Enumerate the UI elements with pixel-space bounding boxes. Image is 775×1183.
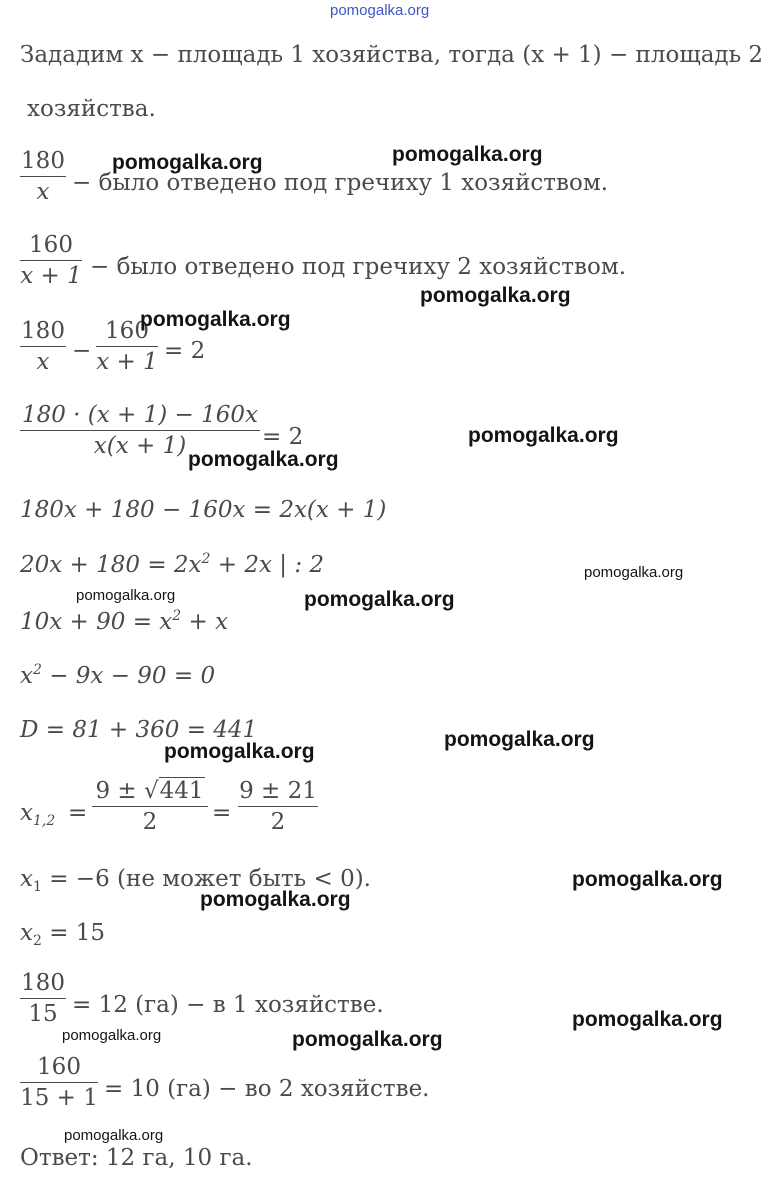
buckwheat-1-text: − было отведено под гречиху 1 хозяйством. (72, 170, 609, 196)
result-2-text: = 10 (га) − во 2 хозяйстве. (104, 1076, 430, 1102)
fraction-denominator: 2 (238, 806, 318, 837)
fraction-denominator: x + 1 (20, 260, 82, 291)
watermark: pomogalka.org (468, 424, 619, 447)
eq1-minus: − (72, 338, 92, 364)
eq9-x: x (20, 866, 33, 892)
fraction-numerator: 180 · (x + 1) − 160x (21, 402, 259, 428)
fraction-denominator: x + 1 (96, 346, 158, 377)
eq2-rhs: = 2 (262, 424, 304, 450)
buckwheat-2-text: − было отведено под гречиху 2 хозяйством. (90, 254, 627, 280)
fraction-160-x1 (20, 230, 82, 291)
watermark: pomogalka.org (420, 284, 571, 307)
answer: Ответ: 12 га, 10 га. (20, 1145, 253, 1171)
eq7-discriminant: D = 81 + 360 = 441 (20, 717, 258, 743)
watermark: pomogalka.org (292, 1028, 443, 1051)
eq4 (20, 551, 324, 578)
watermark: pomogalka.org (140, 308, 291, 331)
fraction-denominator: x (20, 176, 66, 207)
eq6-a: x (20, 663, 33, 689)
watermark: pomogalka.org (188, 448, 339, 471)
eq8-pre: 9 ± (95, 778, 144, 804)
eq1-fraction-a (20, 316, 66, 377)
watermark: pomogalka.org (392, 143, 543, 166)
eq9-sub: 1 (32, 879, 42, 895)
watermark: pomogalka.org (304, 588, 455, 611)
fraction-numerator: 160 (37, 1054, 81, 1080)
eq6 (20, 662, 215, 689)
watermark: pomogalka.org (62, 1027, 162, 1044)
eq5-exp: 2 (172, 608, 182, 624)
fraction-numerator: 9 ± 21 (239, 778, 317, 804)
fraction-denominator: x(x + 1) (20, 430, 260, 461)
result-2-fraction (20, 1052, 98, 1113)
fraction-denominator: x (20, 346, 66, 377)
sqrt-radicand: 441 (159, 778, 204, 804)
intro-line: Зададим x − площадь 1 хозяйства, тогда (x + 1) − площадь 2 (20, 42, 764, 68)
watermark-top: pomogalka.org (330, 2, 430, 19)
fraction-denominator: 15 + 1 (20, 1082, 98, 1113)
eq10-x: x (20, 920, 33, 946)
watermark: pomogalka.org (112, 151, 263, 174)
eq8-equals: = (68, 800, 88, 826)
fraction-numerator: 180 (21, 148, 65, 174)
eq4-a: 20x + 180 = 2x (20, 552, 202, 578)
eq9-rhs: = −6 (не может быть < 0). (41, 866, 371, 892)
watermark: pomogalka.org (64, 1127, 164, 1144)
eq5-a: 10x + 90 = x (20, 609, 173, 635)
eq8-x: x (20, 800, 33, 826)
watermark: pomogalka.org (164, 740, 315, 763)
eq10-rhs: = 15 (41, 920, 106, 946)
result-1-text: = 12 (га) − в 1 хозяйстве. (72, 992, 384, 1018)
result-1-fraction (20, 968, 66, 1029)
eq4-b: + 2x | : 2 (210, 552, 325, 578)
eq5 (20, 608, 228, 635)
eq8-fraction-a (92, 776, 208, 837)
fraction-numerator: 180 (21, 970, 65, 996)
intro-line-cont: хозяйства. (27, 96, 156, 122)
eq5-b: + x (181, 609, 229, 635)
eq3: 180x + 180 − 160x = 2x(x + 1) (20, 497, 387, 523)
eq8-equals-2: = (212, 800, 232, 826)
fraction-denominator: 15 (20, 998, 66, 1029)
fraction-numerator: 160 (29, 232, 73, 258)
watermark: pomogalka.org (444, 728, 595, 751)
fraction-denominator: 2 (92, 806, 208, 837)
eq6-exp: 2 (32, 662, 42, 678)
eq1-rhs: = 2 (164, 338, 206, 364)
sqrt-icon: √ (143, 778, 159, 804)
watermark: pomogalka.org (572, 868, 723, 891)
watermark: pomogalka.org (76, 587, 176, 604)
eq6-b: − 9x − 90 = 0 (41, 663, 216, 689)
watermark: pomogalka.org (200, 888, 351, 911)
eq10 (20, 920, 105, 949)
fraction-numerator: 180 (21, 318, 65, 344)
watermark: pomogalka.org (572, 1008, 723, 1031)
fraction-numerator (92, 776, 208, 806)
eq8-fraction-b (238, 776, 318, 837)
eq8-lhs (20, 800, 55, 829)
eq4-exp: 2 (201, 551, 211, 567)
fraction-numerator: 160 (105, 318, 149, 344)
eq10-sub: 2 (32, 933, 42, 949)
fraction-180-x (20, 146, 66, 207)
watermark: pomogalka.org (584, 564, 684, 581)
eq8-sub: 1,2 (32, 813, 56, 829)
